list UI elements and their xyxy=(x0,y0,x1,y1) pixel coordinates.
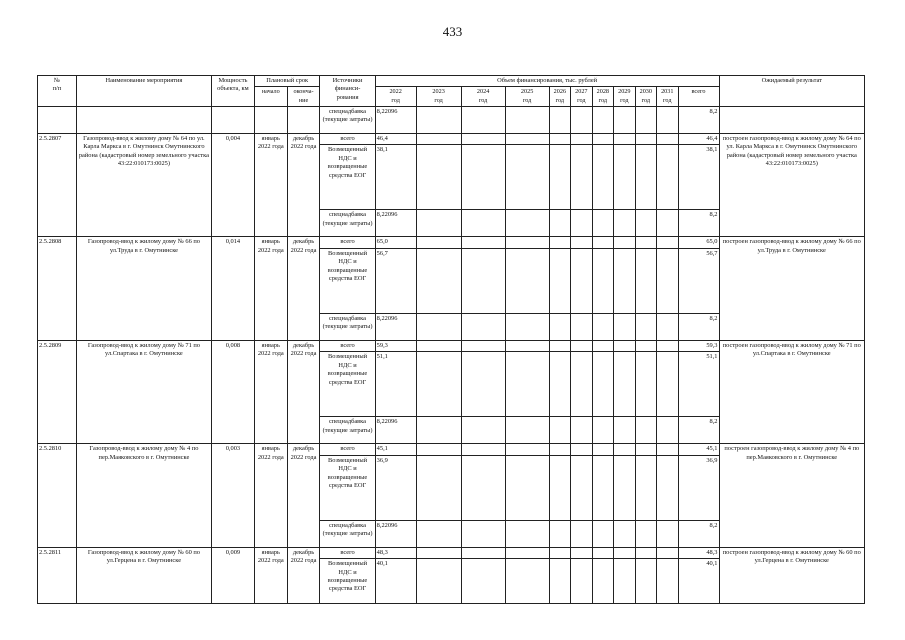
header-year-2025: 2025 год xyxy=(505,87,549,106)
header-num: № п/п xyxy=(38,76,77,107)
cell-total: 8,2 xyxy=(678,520,719,547)
header-volume: Объем финансирования, тыс. рублей xyxy=(375,76,719,87)
cell-total: 8,2 xyxy=(678,106,719,133)
item-start: январь 2022 года xyxy=(254,444,287,547)
source-label: спецнадбавка (текущие затраты) xyxy=(320,106,375,133)
cell-total: 48,3 xyxy=(678,547,719,558)
header-period: Плановый срок xyxy=(254,76,320,87)
source-label: спецнадбавка (текущие затраты) xyxy=(320,520,375,547)
cell-total: 46,4 xyxy=(678,133,719,144)
header-year-2028: 2028 год xyxy=(592,87,613,106)
item-capacity: 0,003 xyxy=(211,444,254,547)
header-year-2029: 2029 год xyxy=(614,87,635,106)
item-name: Газопровод-ввод к жилому дому № 4 по пер.Маяковского в г. Омутнинске xyxy=(76,444,211,547)
header-total: всего xyxy=(678,87,719,106)
header-year-2022: 2022 год xyxy=(375,87,416,106)
cell-total: 45,1 xyxy=(678,444,719,455)
header-result: Ожидаемый результат xyxy=(719,76,865,107)
header-year-2031: 2031 год xyxy=(657,87,678,106)
cell-total: 56,7 xyxy=(678,248,719,313)
item-code: 2.5.2809 xyxy=(38,340,77,443)
cell-2022: 51,1 xyxy=(375,352,416,417)
header-year-2030: 2030 год xyxy=(635,87,656,106)
table-row xyxy=(38,444,865,455)
cell-2022: 8,22096 xyxy=(375,417,416,444)
cell-2022: 65,0 xyxy=(375,237,416,248)
cell-2022: 36,9 xyxy=(375,455,416,520)
header-year-2026: 2026 год xyxy=(549,87,570,106)
cell-2022: 45,1 xyxy=(375,444,416,455)
header-start: начало xyxy=(254,87,287,106)
cell-2022: 8,22096 xyxy=(375,313,416,340)
cell-2022: 8,22096 xyxy=(375,106,416,133)
cell-total: 36,9 xyxy=(678,455,719,520)
header-capacity: Мощность объекта, км xyxy=(211,76,254,107)
source-label: всего xyxy=(320,133,375,144)
cell-2022: 46,4 xyxy=(375,133,416,144)
item-end: декабрь 2022 года xyxy=(287,547,320,603)
header-row-1 xyxy=(38,76,865,87)
source-label: спецнадбавка (текущие затраты) xyxy=(320,417,375,444)
source-label: всего xyxy=(320,340,375,351)
item-code: 2.5.2807 xyxy=(38,133,77,236)
source-label: Возмещенный НДС и возвращенные средства ЕОГ xyxy=(320,559,375,604)
source-label: Возмещенный НДС и возвращенные средства ЕОГ xyxy=(320,455,375,520)
financing-table xyxy=(37,75,865,604)
item-result: построен газопровод-ввод к жилому дому № 64 по ул. Карла Маркса в г. Омутнинск Омутнинского района (кадастровый номер земельного участка 43:22:010173:0025) xyxy=(719,133,865,236)
header-source: Источники финанси- рования xyxy=(320,76,375,107)
header-end: оконча- ние xyxy=(287,87,320,106)
table-row xyxy=(38,106,865,133)
header-year-2027: 2027 год xyxy=(571,87,592,106)
item-capacity: 0,008 xyxy=(211,340,254,443)
source-label: всего xyxy=(320,547,375,558)
item-name: Газопровод-ввод к жилому дому № 71 по ул.Спартака в г. Омутнинске xyxy=(76,340,211,443)
item-code: 2.5.2808 xyxy=(38,237,77,340)
item-start: январь 2022 года xyxy=(254,340,287,443)
item-result: построен газопровод-ввод к жилому дому № 66 по ул.Труда в г. Омутнинске xyxy=(719,237,865,340)
item-name: Газопровод-ввод к жилому дому № 60 по ул.Герцена в г. Омутнинске xyxy=(76,547,211,603)
table-row xyxy=(38,547,865,558)
cell-2022: 38,1 xyxy=(375,145,416,210)
cell-total: 38,1 xyxy=(678,145,719,210)
source-label: Возмещенный НДС и возвращенные средства ЕОГ xyxy=(320,145,375,210)
cell-total: 51,1 xyxy=(678,352,719,417)
cell-2022: 8,22096 xyxy=(375,210,416,237)
cell-total: 8,2 xyxy=(678,313,719,340)
cell-total: 8,2 xyxy=(678,210,719,237)
source-label: всего xyxy=(320,237,375,248)
cell-total: 8,2 xyxy=(678,417,719,444)
cell-2022: 56,7 xyxy=(375,248,416,313)
cell-2022: 40,1 xyxy=(375,559,416,604)
source-label: спецнадбавка (текущие затраты) xyxy=(320,210,375,237)
item-capacity: 0,009 xyxy=(211,547,254,603)
cell-total: 59,3 xyxy=(678,340,719,351)
item-name: Газопровод-ввод к жилому дому № 66 по ул.Труда в г. Омутнинске xyxy=(76,237,211,340)
header-year-2023: 2023 год xyxy=(416,87,461,106)
source-label: всего xyxy=(320,444,375,455)
cell-2022: 59,3 xyxy=(375,340,416,351)
table-row xyxy=(38,340,865,351)
item-end: декабрь 2022 года xyxy=(287,340,320,443)
cell-total: 40,1 xyxy=(678,559,719,604)
table-row xyxy=(38,133,865,144)
page-number: 433 xyxy=(442,24,463,39)
source-label: спецнадбавка (текущие затраты) xyxy=(320,313,375,340)
item-end: декабрь 2022 года xyxy=(287,444,320,547)
cell-total: 65,0 xyxy=(678,237,719,248)
header-year-2024: 2024 год xyxy=(461,87,505,106)
item-capacity: 0,014 xyxy=(211,237,254,340)
cell-2022: 48,3 xyxy=(375,547,416,558)
table-row xyxy=(38,237,865,248)
source-label: Возмещенный НДС и возвращенные средства ЕОГ xyxy=(320,352,375,417)
item-end: декабрь 2022 года xyxy=(287,133,320,236)
item-end: декабрь 2022 года xyxy=(287,237,320,340)
item-result: построен газопровод-ввод к жилому дому № 60 по ул.Герцена в г. Омутнинске xyxy=(719,547,865,603)
item-code: 2.5.2811 xyxy=(38,547,77,603)
header-name: Наименование мероприятия xyxy=(76,76,211,107)
item-result: построен газопровод-ввод к жилому дому № 71 по ул.Спартака в г. Омутнинске xyxy=(719,340,865,443)
item-name: Газопровод-ввод к жилому дому № 64 по ул. Карла Маркса в г. Омутнинск Омутнинского района (кадастровый номер земельного участка 43:22:010173:0025) xyxy=(76,133,211,236)
item-capacity: 0,004 xyxy=(211,133,254,236)
item-code: 2.5.2810 xyxy=(38,444,77,547)
item-result: построен газопровод-ввод к жилому дому № 4 по пер.Маяковского в г. Омутнинске xyxy=(719,444,865,547)
item-start: январь 2022 года xyxy=(254,237,287,340)
source-label: Возмещенный НДС и возвращенные средства ЕОГ xyxy=(320,248,375,313)
item-start: январь 2022 года xyxy=(254,133,287,236)
cell-2022: 8,22096 xyxy=(375,520,416,547)
item-start: январь 2022 года xyxy=(254,547,287,603)
